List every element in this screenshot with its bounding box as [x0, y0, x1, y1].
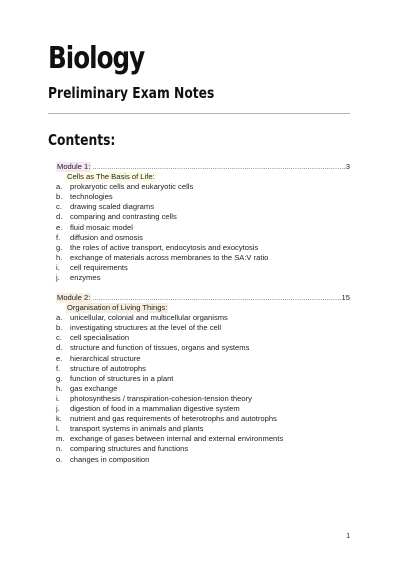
list-item [56, 444, 350, 454]
list-marker: c. [56, 333, 62, 343]
list-item-text: structure of autotrophs [70, 363, 146, 373]
list-marker: b. [56, 323, 63, 333]
list-marker: j. [56, 404, 60, 414]
list-item [56, 414, 350, 424]
module-page-number: 15 [341, 293, 350, 302]
page-number: 1 [346, 531, 351, 540]
list-item [56, 384, 350, 394]
list-item [56, 192, 350, 202]
list-item-text: digestion of food in a mammalian digestive system [70, 404, 240, 414]
list-marker: d. [56, 212, 63, 222]
list-item-text: photosynthesis / transpiration-cohesion-tension theory [70, 393, 252, 403]
document-title: Biology [48, 41, 145, 76]
list-marker: e. [56, 222, 63, 232]
contents-heading: Contents: [48, 131, 116, 149]
module-page-number: 3 [345, 162, 350, 171]
horizontal-divider [48, 113, 350, 114]
list-item [56, 223, 350, 233]
list-item [56, 364, 350, 374]
list-item [56, 455, 350, 465]
module-label: Module 2: [57, 293, 91, 302]
list-item [56, 243, 350, 253]
module-label: Module 1: [57, 162, 91, 171]
list-item [56, 424, 350, 434]
list-item [56, 233, 350, 243]
list-item-text: investigating structures at the level of the cell [70, 323, 222, 333]
topic-list [56, 182, 350, 283]
list-item-text: gas exchange [70, 383, 118, 393]
list-marker: i. [56, 393, 60, 403]
list-item-text: fluid mosaic model [70, 222, 133, 232]
list-item [56, 354, 350, 364]
list-marker: i. [56, 262, 60, 272]
toc-entry-module-1[interactable] [56, 162, 350, 172]
list-marker: o. [56, 454, 63, 464]
list-item [56, 263, 350, 273]
list-item [56, 404, 350, 414]
dot-leader [92, 293, 340, 303]
list-item [56, 313, 350, 323]
list-item-text: exchange of gases between internal and external environments [70, 434, 284, 444]
toc-module-2 [56, 293, 350, 465]
topic-list [56, 313, 350, 464]
list-item-text: drawing scaled diagrams [70, 202, 154, 212]
list-item [56, 323, 350, 333]
list-marker: a. [56, 313, 63, 323]
list-item [56, 394, 350, 404]
list-item-text: exchange of materials across membranes to the SA:V ratio [70, 252, 269, 262]
list-marker: j. [56, 273, 60, 283]
list-item [56, 273, 350, 283]
list-item-text: changes in composition [70, 454, 150, 464]
list-item-text: the roles of active transport, endocytosis and exocytosis [70, 242, 259, 252]
list-marker: f. [56, 363, 61, 373]
list-marker: f. [56, 232, 61, 242]
list-item [56, 182, 350, 192]
section-title: Organisation of Living Things: [67, 303, 168, 313]
list-item [56, 202, 350, 212]
list-item [56, 333, 350, 343]
list-item-text: structure and function of tissues, organs and systems [70, 343, 250, 353]
list-item-text: diffusion and osmosis [70, 232, 143, 242]
list-item [56, 343, 350, 353]
list-item-text: unicellular, colonial and multicellular organisms [70, 313, 228, 323]
list-item-text: comparing and contrasting cells [70, 212, 177, 222]
list-item-text: comparing structures and functions [70, 444, 189, 454]
list-marker: c. [56, 202, 62, 212]
list-item-text: cell specialisation [70, 333, 130, 343]
toc-entry-module-2[interactable] [56, 293, 350, 303]
list-item-text: prokaryotic cells and eukaryotic cells [70, 182, 194, 192]
list-marker: k. [56, 414, 62, 424]
list-item-text: technologies [70, 192, 113, 202]
list-item-text: transport systems in animals and plants [70, 424, 204, 434]
list-marker: m. [56, 434, 65, 444]
list-item [56, 253, 350, 263]
list-item-text: hierarchical structure [70, 353, 141, 363]
list-marker: g. [56, 242, 63, 252]
list-marker: e. [56, 353, 63, 363]
list-marker: g. [56, 373, 63, 383]
document-subtitle: Preliminary Exam Notes [48, 84, 215, 102]
list-marker: h. [56, 383, 63, 393]
list-marker: n. [56, 444, 63, 454]
list-marker: b. [56, 192, 63, 202]
section-title: Cells as The Basis of Life: [67, 172, 155, 182]
list-item-text: function of structures in a plant [70, 373, 174, 383]
list-item-text: enzymes [70, 273, 101, 283]
list-item [56, 374, 350, 384]
dot-leader [92, 162, 344, 172]
list-item [56, 434, 350, 444]
list-marker: d. [56, 343, 63, 353]
list-marker: a. [56, 182, 63, 192]
toc-module-1 [56, 162, 350, 283]
list-marker: l. [56, 424, 60, 434]
list-item-text: nutrient and gas requirements of heterotrophs and autotrophs [70, 414, 277, 424]
list-item [56, 212, 350, 222]
list-item-text: cell requirements [70, 262, 128, 272]
list-marker: h. [56, 252, 63, 262]
